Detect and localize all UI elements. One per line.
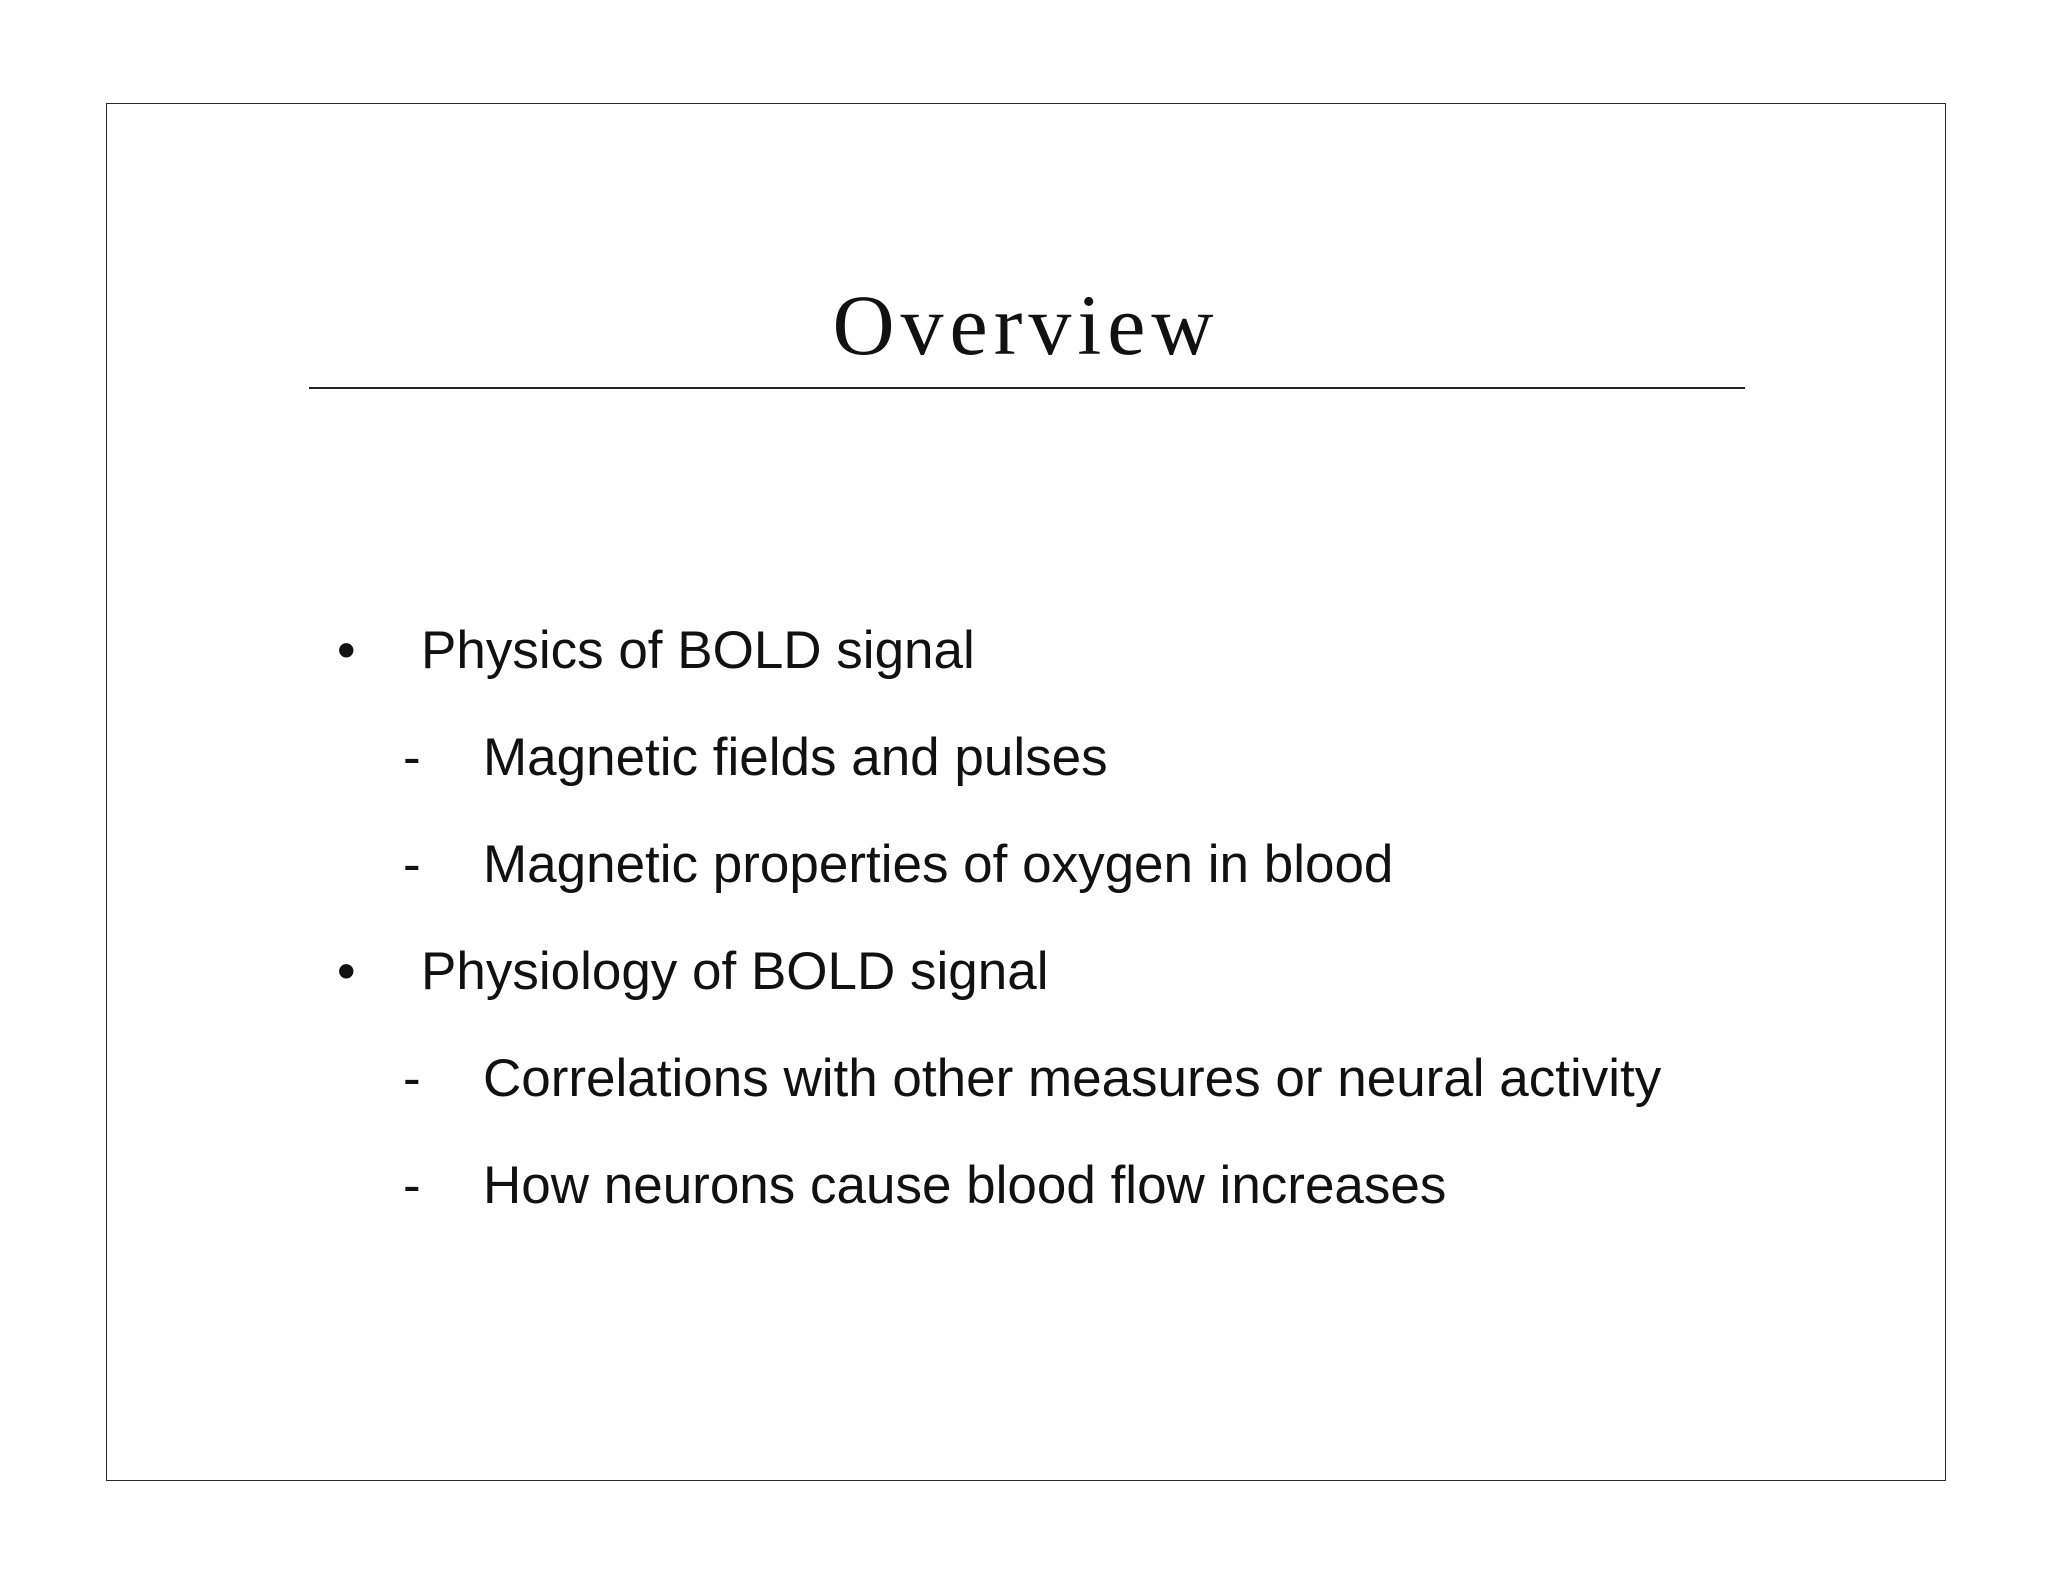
slide-title: Overview (832, 277, 1220, 373)
dash-marker: - (403, 1156, 421, 1215)
list-item-text: Magnetic properties of oxygen in blood (483, 835, 1394, 894)
bullet-marker: • (337, 621, 356, 680)
title-underline (309, 387, 1745, 389)
slide-frame (106, 103, 1946, 1481)
bullet-marker: • (337, 942, 356, 1001)
list-item-text: Correlations with other measures or neural activity (483, 1049, 1662, 1108)
dash-marker: - (403, 835, 421, 894)
list-item-text: Magnetic fields and pulses (483, 728, 1108, 787)
dash-marker: - (403, 728, 421, 787)
list-item-text: Physics of BOLD signal (421, 621, 975, 680)
list-item-text: Physiology of BOLD signal (421, 942, 1049, 1001)
list-item-text: How neurons cause blood flow increases (483, 1156, 1447, 1215)
dash-marker: - (403, 1049, 421, 1108)
